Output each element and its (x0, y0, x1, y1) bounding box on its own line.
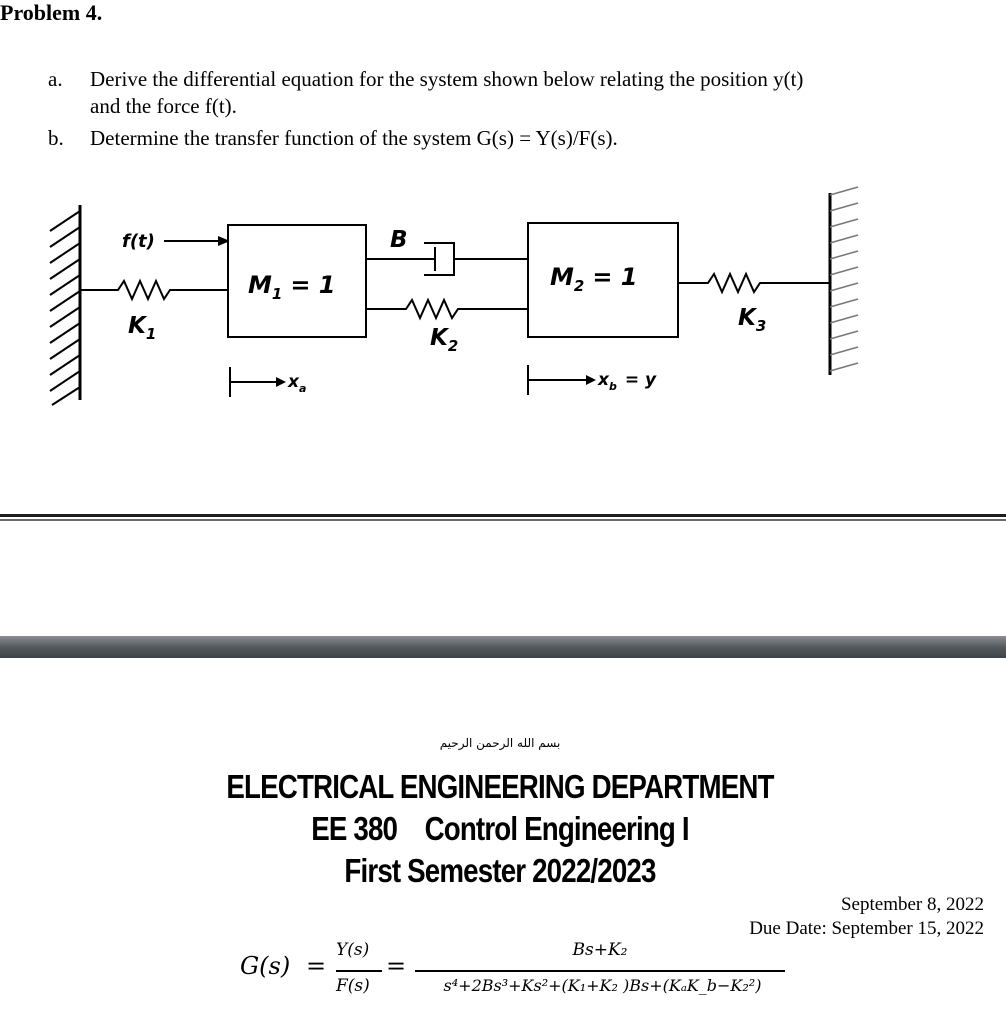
question-b-text: Determine the transfer function of the system G(s) = Y(s)/F(s). (90, 126, 618, 150)
separator-rule (0, 514, 1006, 517)
basmala-text: بسم الله الرحمن الرحيم (439, 736, 561, 750)
right-wall (830, 187, 858, 375)
k2-label: $K_2$ (430, 325, 459, 355)
problem-title: Problem 4. (0, 0, 103, 25)
separator-rule-secondary (0, 519, 1006, 521)
xa-label: $x_a$ (288, 372, 307, 395)
question-b-letter: b. (48, 126, 64, 150)
xb-arrow (528, 365, 596, 395)
tf-fraction-bar-2 (415, 970, 785, 972)
k3-label: $K_3$ (738, 305, 767, 335)
transfer-function-equation (240, 938, 800, 1008)
question-b (48, 125, 618, 152)
semester-title: First Semester 2022/2023 (344, 852, 656, 889)
force-arrow (164, 236, 230, 246)
tf-denominator-2: s⁴+2Bs³+Ks²+(K₁+K₂ )Bs+(KₐK_b−K₂²) (443, 976, 762, 995)
m1-label: $M_1 = 1$ (248, 271, 336, 303)
tf-numerator-1: Y(s) (336, 940, 370, 960)
left-wall (50, 205, 80, 405)
b-label: B (390, 227, 408, 253)
tf-numerator-2: Bs+K₂ (572, 940, 628, 960)
spring-k3 (678, 274, 830, 292)
page-break-band (0, 636, 1006, 658)
mechanical-system-diagram (40, 185, 880, 420)
question-a-text-line1: Derive the differential equation for the system shown below relating the position y(t) (90, 67, 804, 91)
tf-equals-2: = (386, 952, 407, 980)
tf-fraction-bar-1 (336, 970, 382, 972)
course-title: EE 380 Control Engineering I (311, 810, 689, 847)
department-title: ELECTRICAL ENGINEERING DEPARTMENT (226, 768, 774, 805)
question-a (48, 66, 803, 120)
question-a-text-line2: and the force f(t). (90, 94, 237, 118)
tf-denominator-1: F(s) (336, 976, 370, 996)
due-date: Due Date: September 15, 2022 (749, 918, 984, 939)
tf-equals-1: = (306, 952, 327, 980)
spring-k1 (80, 281, 228, 299)
question-a-letter: a. (48, 67, 63, 91)
xb-label: $x_b = y$ (598, 370, 657, 393)
spring-k2 (366, 300, 528, 318)
tf-lhs: G(s) (240, 952, 291, 980)
xa-arrow (230, 367, 286, 397)
k1-label: $K_1$ (128, 313, 157, 343)
issue-date: September 8, 2022 (840, 894, 984, 915)
m2-label: $M_2 = 1$ (550, 263, 638, 295)
force-label: f(t) (122, 231, 155, 252)
